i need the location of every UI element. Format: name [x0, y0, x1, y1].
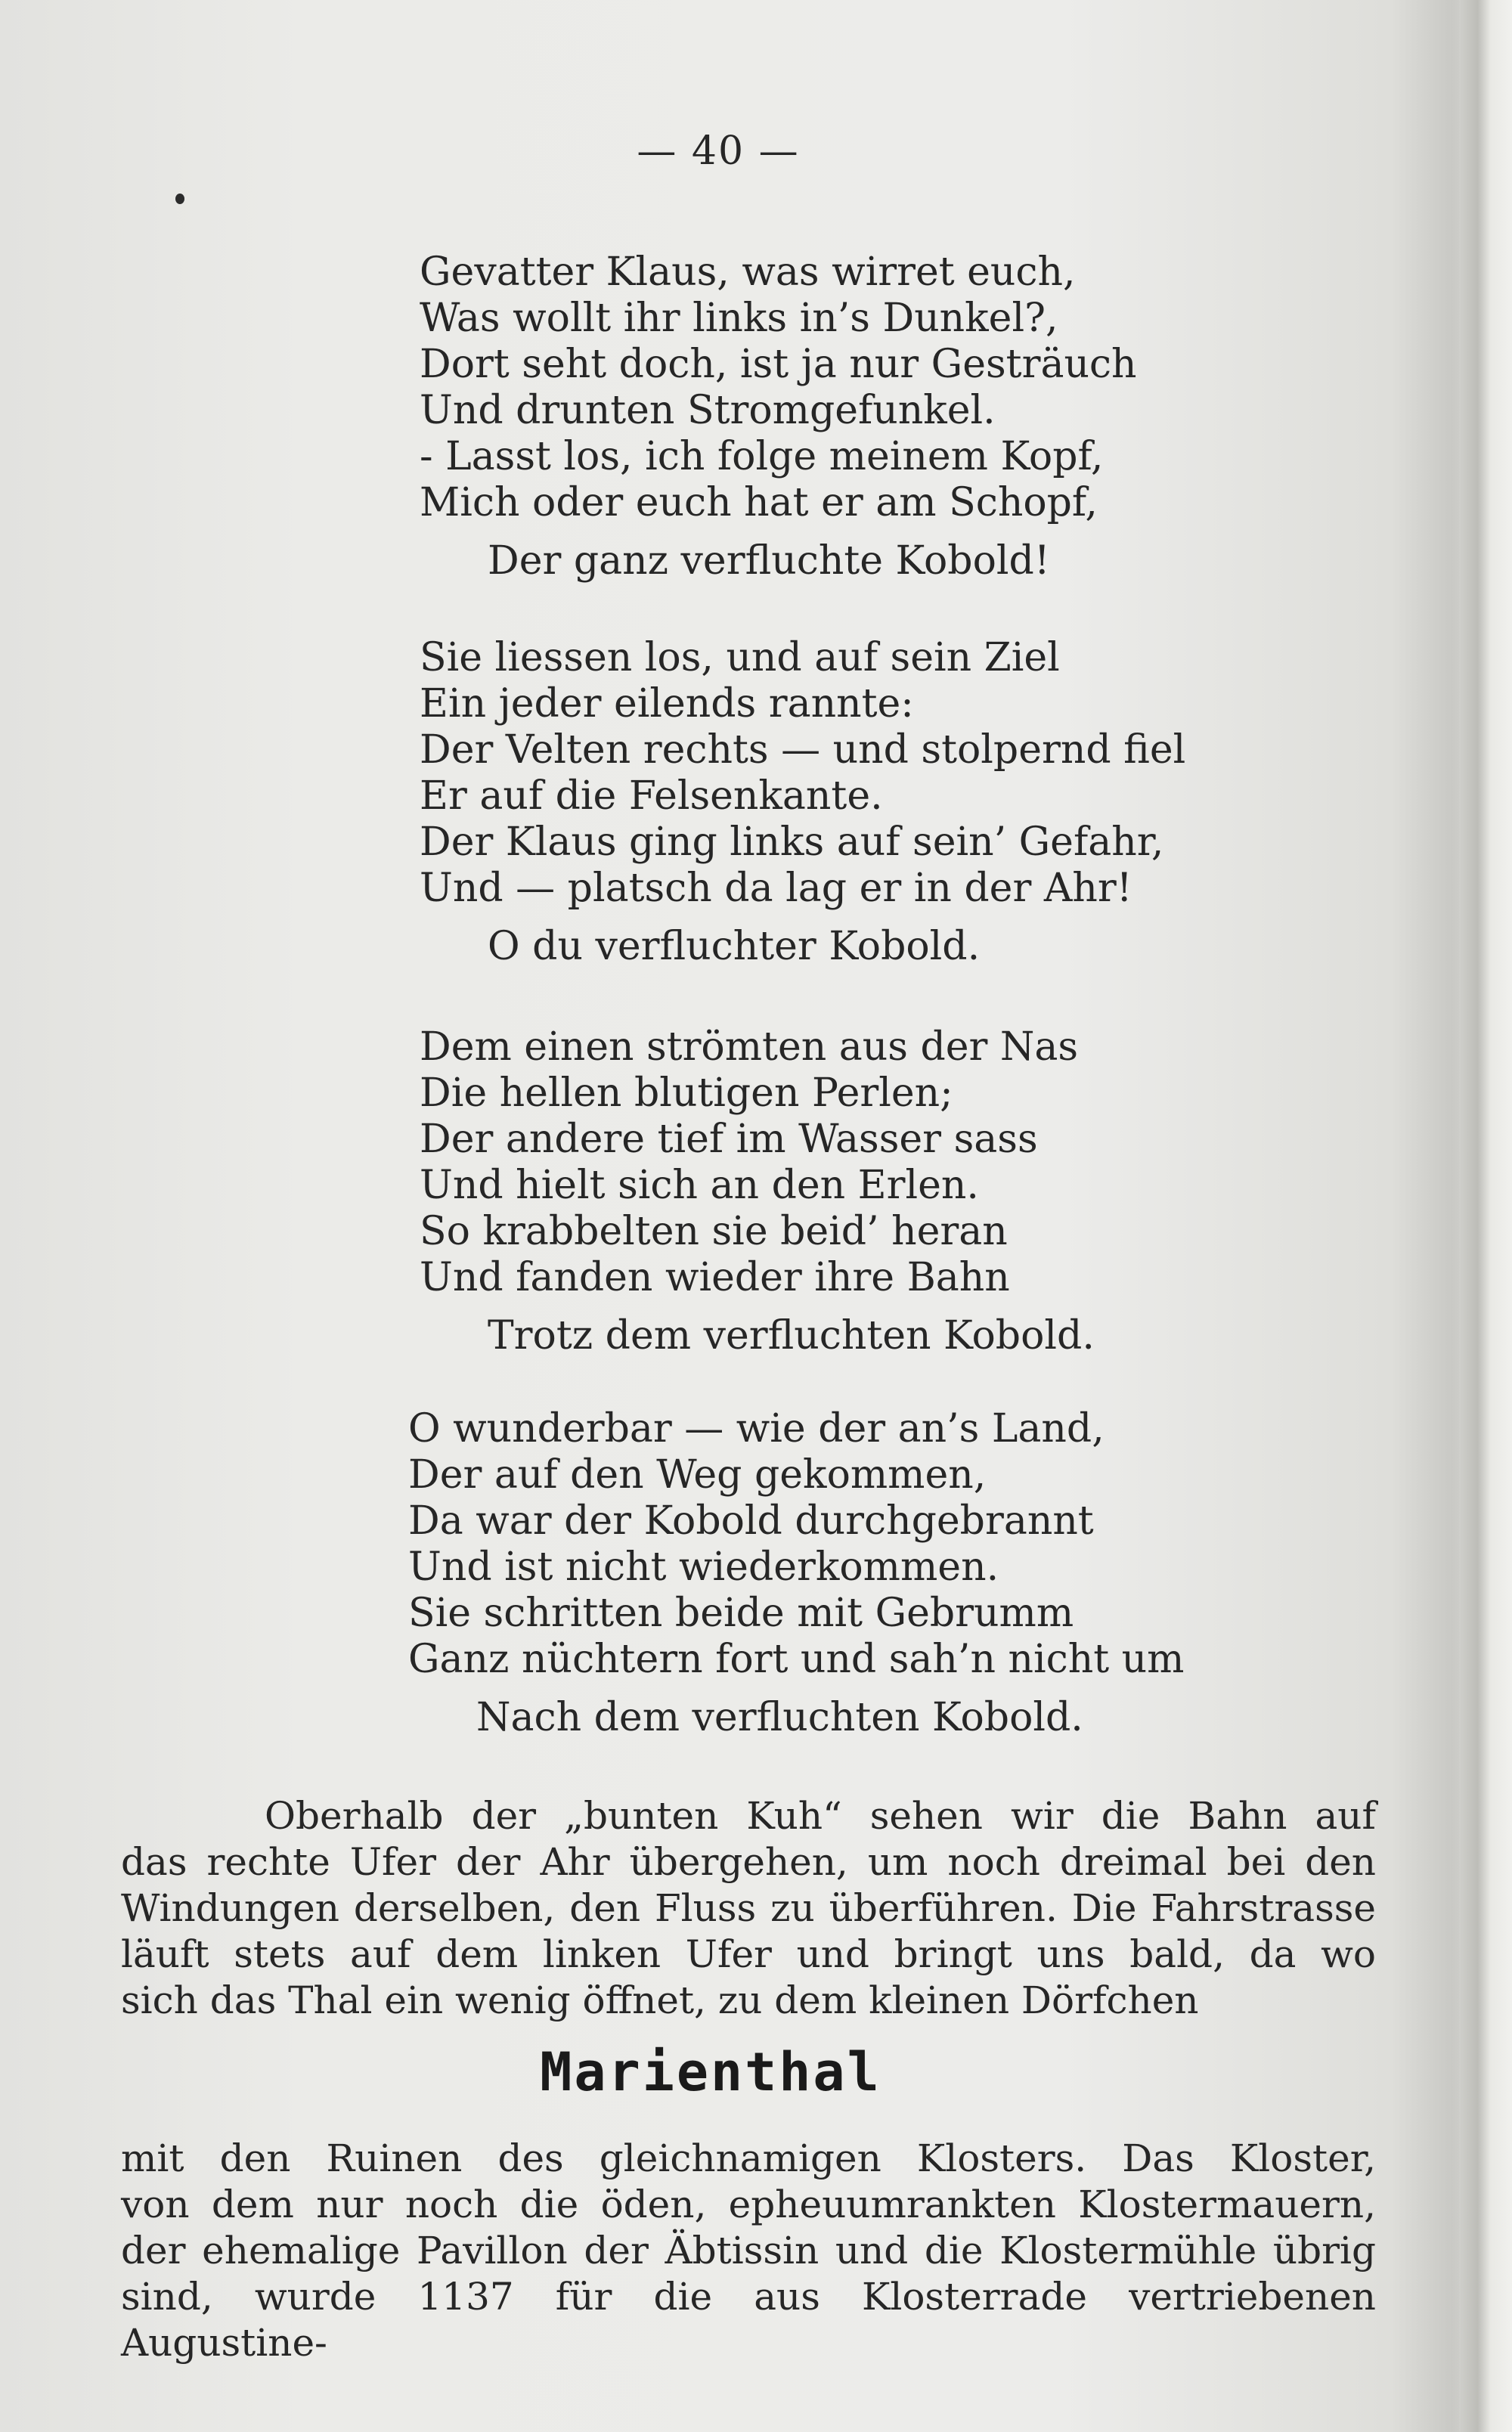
- verse-line: Sie liessen los, und auf sein Ziel: [420, 635, 1060, 680]
- refrain-line: O du verfluchter Kobold.: [488, 924, 981, 969]
- prose-line: von dem nur noch die öden, epheuumrankten Klostermauern,: [121, 2183, 1376, 2226]
- verse-line: Was wollt ihr links in’s Dunkel?,: [420, 296, 1058, 341]
- verse-line: So krabbelten sie beid’ heran: [420, 1209, 1008, 1254]
- verse-line: Dem einen strömten aus der Nas: [420, 1024, 1079, 1070]
- verse-line: Der auf den Weg gekommen,: [408, 1452, 987, 1498]
- verse-line: O wunderbar — wie der an’s Land,: [408, 1406, 1105, 1451]
- ink-speck: [175, 194, 184, 204]
- prose-line: der ehemalige Pavillon der Äbtissin und die Klostermühle übrig: [121, 2229, 1376, 2272]
- verse-line: Und hielt sich an den Erlen.: [420, 1163, 979, 1208]
- refrain-line: Nach dem verfluchten Kobold.: [476, 1695, 1083, 1740]
- verse-line: Und drunten Stromgefunkel.: [420, 388, 996, 433]
- refrain-line: Trotz dem verfluchten Kobold.: [488, 1313, 1095, 1359]
- prose-line: Windungen derselben, den Fluss zu überführen. Die Fahrstrasse: [121, 1886, 1376, 1930]
- prose-line: mit den Ruinen des gleichnamigen Klosters. Das Kloster,: [121, 2136, 1376, 2180]
- prose-line: sind, wurde 1137 für die aus Klosterrade vertriebenen Augustine-: [121, 2275, 1376, 2365]
- stanza-2: [420, 635, 1185, 970]
- verse-line: Und fanden wieder ihre Bahn: [420, 1255, 1010, 1300]
- refrain-line: Der ganz verfluchte Kobold!: [488, 538, 1050, 584]
- stanza-1: [420, 249, 1137, 584]
- prose-line: läuft stets auf dem linken Ufer und bringt uns bald, da wo: [121, 1932, 1376, 1976]
- prose-line: das rechte Ufer der Ahr übergehen, um noch dreimal bei den: [121, 1840, 1376, 1884]
- stanza-3: [420, 1024, 1095, 1359]
- verse-line: Der andere tief im Wasser sass: [420, 1117, 1038, 1162]
- prose-line: Oberhalb der „bunten Kuh“ sehen wir die Bahn auf: [265, 1794, 1376, 1838]
- verse-line: Da war der Kobold durchgebrannt: [408, 1498, 1094, 1544]
- verse-line: Und — platsch da lag er in der Ahr!: [420, 866, 1132, 911]
- verse-line: Sie schritten beide mit Gebrumm: [408, 1591, 1074, 1636]
- prose-paragraph-1: [121, 1793, 1376, 2024]
- prose-line: sich das Thal ein wenig öffnet, zu dem kleinen Dörfchen: [121, 1978, 1199, 2022]
- page-edge-shadow: [1459, 0, 1512, 2432]
- verse-line: Die hellen blutigen Perlen;: [420, 1070, 953, 1116]
- verse-line: Ein jeder eilends rannte:: [420, 681, 914, 727]
- verse-line: Ganz nüchtern fort und sah’n nicht um: [408, 1637, 1185, 1682]
- verse-line: Mich oder euch hat er am Schopf,: [420, 480, 1098, 525]
- page-number: — 40 —: [637, 129, 800, 174]
- prose-paragraph-2: [121, 2136, 1376, 2366]
- verse-line: Er auf die Felsenkante.: [420, 773, 883, 819]
- verse-line: - Lasst los, ich folge meinem Kopf,: [420, 434, 1104, 479]
- place-heading: Marienthal: [540, 2041, 881, 2103]
- verse-line: Der Klaus ging links auf sein’ Gefahr,: [420, 819, 1164, 865]
- verse-line: Dort seht doch, ist ja nur Gesträuch: [420, 342, 1137, 387]
- verse-line: Und ist nicht wiederkommen.: [408, 1544, 999, 1590]
- verse-line: Gevatter Klaus, was wirret euch,: [420, 249, 1076, 295]
- verse-line: Der Velten rechts — und stolpernd fiel: [420, 727, 1186, 773]
- stanza-4: [408, 1406, 1184, 1741]
